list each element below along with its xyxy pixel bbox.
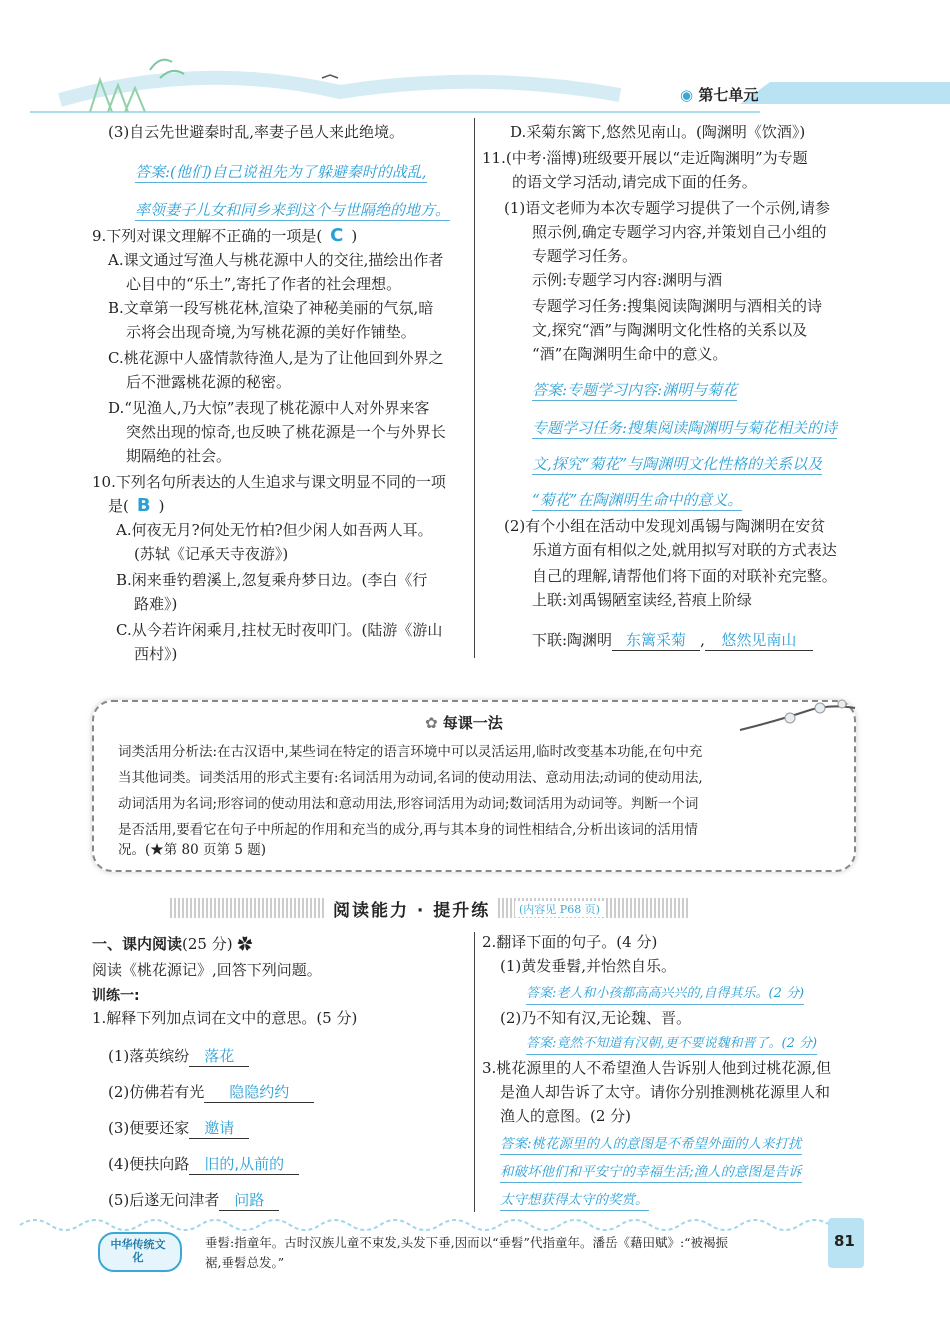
- method-line-1: 词类活用分析法:在古汉语中,某些词在特定的语言环境中可以灵活运用,临时改变基本功能,在句中充: [118, 744, 703, 760]
- word-item: [108, 1046, 249, 1067]
- q10-option-a-2: (苏轼《记承天寺夜游》): [134, 545, 289, 563]
- q11-part2-a: (2)有个小组在活动中发现刘禹锡与陶渊明在安贫: [504, 517, 826, 535]
- q10-option-a-1: A.何夜无月?何处无竹柏?但少闲人如吾两人耳。: [116, 521, 433, 539]
- q11-lower-couplet: 下联:陶渊明 东篱采菊 , 悠然见南山: [532, 630, 813, 651]
- q11-part1-c: 专题学习任务。: [532, 247, 638, 265]
- word-item: [108, 1082, 314, 1103]
- question-10-2: 是( B ): [108, 495, 165, 516]
- question-3-2: 是渔人却告诉了太守。请你分别推测桃花源里人和: [500, 1083, 831, 1101]
- reading-intro: 阅读《桃花源记》,回答下列问题。: [92, 961, 322, 979]
- page-number: 81: [834, 1232, 855, 1250]
- section-heading: 一、课内阅读(25 分) ✿: [92, 935, 253, 953]
- question-9: 9.下列对课文理解不正确的一项是( C ): [92, 225, 358, 246]
- q9-option-c-1: C.桃花源中人盛情款待渔人,是为了让他回到外界之: [108, 349, 444, 367]
- q9-option-b-2: 示将会出现奇境,为写桃花源的美好作铺垫。: [126, 323, 416, 341]
- word-item-question: (3)便要还家: [108, 1119, 190, 1137]
- q2-part-1: (1)黄发垂髫,并怡然自乐。: [500, 957, 677, 975]
- word-item-answer: 问路: [219, 1190, 279, 1211]
- q11-example-2: 专题学习任务:搜集阅读陶渊明与酒相关的诗: [532, 297, 823, 315]
- word-item-question: (2)仿佛若有光: [108, 1083, 205, 1101]
- q11-upper-couplet: 上联:刘禹锡陋室读经,苔痕上阶绿: [532, 591, 752, 609]
- word-item: [108, 1154, 299, 1175]
- q11-part2-c: 自己的理解,请帮他们将下面的对联补充完整。: [532, 567, 837, 585]
- banner-title: 阅读能力 · 提升练: [325, 896, 498, 921]
- answer-11-2: 专题学习任务:搜集阅读陶渊明与菊花相关的诗: [532, 419, 838, 437]
- word-item: [108, 1118, 249, 1139]
- q10-option-c-1: C.从今若许闲乘月,拄杖无时夜叩门。(陆游《游山: [116, 621, 443, 639]
- q11-example-4: “酒”在陶渊明生命中的意义。: [532, 345, 728, 363]
- cloud-icon: ✿: [425, 714, 443, 732]
- answer-9: C: [330, 225, 344, 246]
- word-item-answer: 隐隐约约: [204, 1082, 314, 1103]
- q9-option-b-1: B.文章第一段写桃花林,渲染了神秘美丽的气氛,暗: [108, 299, 434, 317]
- answer-2-1: 答案:老人和小孩都高高兴兴的,自得其乐。(2 分): [526, 984, 804, 1005]
- answer-10: B: [136, 495, 151, 516]
- footer-note-1: 垂髫:指童年。古时汉族儿童不束发,头发下垂,因而以“垂髫”代指童年。潘岳《藉田赋》:“被褐振: [205, 1235, 729, 1250]
- question-11-1: 11.(中考·淄博)班级要开展以“走近陶渊明”为专题: [482, 149, 808, 167]
- answer-8-3-line2: 率领妻子儿女和同乡来到这个与世隔绝的地方。: [135, 201, 451, 219]
- question-3-3: 渔人的意图。(2 分): [500, 1107, 632, 1125]
- q9-option-d-2: 突然出现的惊奇,也反映了桃花源是一个与外界长: [126, 423, 446, 441]
- question-1: 1.解释下列加点词在文中的意思。(5 分): [92, 1009, 358, 1027]
- q10-option-c-2: 西村》): [134, 645, 178, 663]
- q9-option-c-2: 后不泄露桃花源的秘密。: [126, 373, 292, 391]
- question-11-2: 的语文学习活动,请完成下面的任务。: [512, 173, 757, 191]
- footer-note-2: 裾,垂髫总发。”: [205, 1255, 285, 1270]
- blank-1: 东篱采菊: [612, 630, 700, 651]
- answer-3-3: 太守想获得太守的奖赏。: [500, 1190, 649, 1211]
- q11-part1-a: (1)语文老师为本次专题学习提供了一个示例,请参: [504, 199, 831, 217]
- answer-3-1: 答案:桃花源里的人的意图是不希望外面的人来打扰: [500, 1134, 802, 1155]
- word-item: [108, 1190, 279, 1211]
- question-3-1: 3.桃花源里的人不希望渔人告诉别人他到过桃花源,但: [482, 1059, 832, 1077]
- method-line-5: 况。(★第 80 页第 5 题): [118, 842, 266, 858]
- answer-2-2: 答案:竟然不知道有汉朝,更不要说魏和晋了。(2 分): [526, 1034, 817, 1055]
- word-item-question: (4)便扶向路: [108, 1155, 190, 1173]
- answer-11-3: 文,探究“菊花”与陶渊明文化性格的关系以及: [532, 455, 823, 473]
- q9-option-d-1: D.“见渔人,乃大惊”表现了桃花源中人对外界来客: [108, 399, 430, 417]
- method-title: ✿ 每课一法: [425, 714, 503, 732]
- training-label: 训练一:: [92, 988, 140, 1004]
- method-line-4: 是否活用,要看它在句子中所起的作用和充当的成分,再与其本身的词性相结合,分析出该词的活用情: [118, 822, 698, 838]
- q10-option-b-1: B.闲来垂钓碧溪上,忽复乘舟梦日边。(李白《行: [116, 571, 428, 589]
- plum-branch-decoration: [730, 690, 860, 750]
- q2-part-2: (2)乃不知有汉,无论魏、晋。: [500, 1009, 692, 1027]
- method-line-3: 动词活用为名词;形容词的使动用法和意动用法,形容词活用为动词;数词活用为动词等。判断一个词: [118, 796, 699, 812]
- q10-option-d: D.采菊东篱下,悠然见南山。(陶渊明《饮酒》): [510, 123, 806, 141]
- q11-example-3: 文,探究“酒”与陶渊明文化性格的关系以及: [532, 321, 808, 339]
- q11-part2-b: 乐道方面有相似之处,就用拟写对联的方式表达: [532, 541, 837, 559]
- banner-subtitle: (内容见 P68 页): [515, 901, 604, 917]
- column-divider-bottom: [474, 932, 475, 1212]
- word-item-answer: 旧的,从前的: [189, 1154, 299, 1175]
- word-item-question: (1)落英缤纷: [108, 1047, 190, 1065]
- q11-example-1: 示例:专题学习内容:渊明与酒: [532, 271, 723, 289]
- question-2: 2.翻译下面的句子。(4 分): [482, 933, 658, 951]
- flower-icon: ✿: [232, 935, 253, 953]
- question-10-1: 10.下列名句所表达的人生追求与课文明显不同的一项: [92, 473, 446, 491]
- unit-label-icon: ◉: [680, 86, 699, 104]
- word-item-question: (5)后遂无问津者: [108, 1191, 220, 1209]
- answer-8-3-line1: 答案:(他们)自己说祖先为了躲避秦时的战乱,: [135, 163, 427, 181]
- word-item-answer: 邀请: [189, 1118, 249, 1139]
- method-line-2: 当其他词类。词类活用的形式主要有:名词活用为动词,名词的使动用法、意动用法;动词的使动用法,: [118, 770, 703, 786]
- q10-option-b-2: 路难》): [134, 595, 178, 613]
- q8-3: (3)自云先世避秦时乱,率妻子邑人来此绝境。: [108, 123, 405, 141]
- answer-11-4: “菊花”在陶渊明生命中的意义。: [532, 491, 743, 509]
- word-item-answer: 落花: [189, 1046, 249, 1067]
- unit-label: ◉ 第七单元: [680, 86, 759, 104]
- q9-option-a-1: A.课文通过写渔人与桃花源中人的交往,描绘出作者: [108, 251, 444, 269]
- q11-part1-b: 照示例,确定专题学习内容,并策划自己小组的: [532, 223, 827, 241]
- answer-11-1: 答案:专题学习内容:渊明与菊花: [532, 381, 738, 399]
- footer-badge-text: 中华传统文化: [110, 1238, 166, 1264]
- q9-option-d-3: 期隔绝的社会。: [126, 447, 232, 465]
- column-divider: [474, 118, 475, 658]
- header-decoration: [0, 0, 950, 115]
- q9-option-a-2: 心目中的“乐土”,寄托了作者的社会理想。: [126, 275, 402, 293]
- blank-2: 悠然见南山: [705, 630, 813, 651]
- answer-3-2: 和破坏他们和平安宁的幸福生活;渔人的意图是告诉: [500, 1162, 802, 1183]
